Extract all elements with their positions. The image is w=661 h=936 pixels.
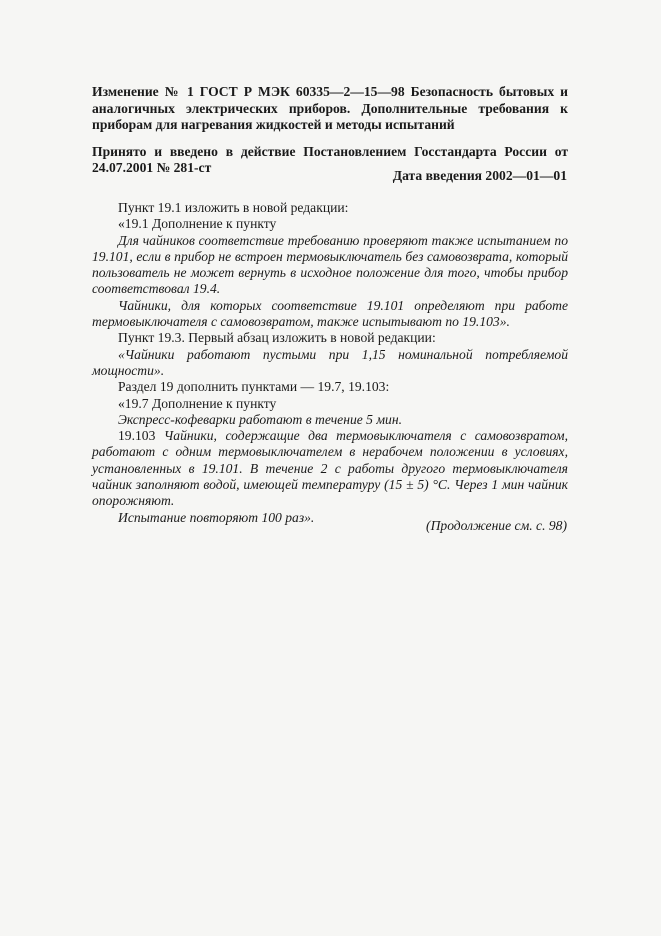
paragraph-repeat-test: Испытание повторяют 100 раз». xyxy=(118,509,315,525)
continuation-note: (Продолжение см. с. 98) xyxy=(426,518,567,533)
paragraph-19-103 xyxy=(92,428,568,509)
document-body xyxy=(92,200,568,526)
paragraph-section-19-add: Раздел 19 дополнить пунктами — 19.7, 19.103: xyxy=(118,379,390,395)
paragraph-19-1-heading: «19.1 Дополнение к пункту xyxy=(118,216,277,232)
paragraph-19-7-heading: «19.7 Дополнение к пункту xyxy=(118,395,277,411)
paragraph-19-3-intro: Пункт 19.3. Первый абзац изложить в новой редакции: xyxy=(118,330,436,346)
clause-19-103-text: Чайники, содержащие два термовыключателя с самовозвратом, работают с одним термовыключателем в нерабочем положении в условиях, установленных в 19.101. В течение 2 с работы другого термовыключателя чайник заполняют водой, имеющей температуру (15 ± 5) °С. Через 1 мин чайник опорожняют. xyxy=(92,428,568,509)
paragraph-kettle-test: Для чайников соответствие требованию проверяют также испытанием по 19.101, если в прибор не встроен термовыключатель без самовозврата, который пользователь не может вернуть в исходное положение для того, чтобы прибор соответствовал 19.4. xyxy=(92,232,568,297)
paragraph-19-1-intro: Пункт 19.1 изложить в новой редакции: xyxy=(118,200,349,215)
effective-date: Дата введения 2002—01—01 xyxy=(392,168,567,183)
adoption-statement: Принято и введено в действие Постановлением Госстандарта России от 24.07.2001 № 281-ст xyxy=(92,143,568,175)
paragraph-19-7-text: Экспресс-кофеварки работают в течение 5 мин. xyxy=(118,411,402,427)
paragraph-kettle-self-reset: Чайники, для которых соответствие 19.101 определяют при работе термовыключателя с самовозвратом, также испытывают по 19.103». xyxy=(92,297,568,330)
clause-number: 19.103 xyxy=(118,428,156,444)
document-header xyxy=(92,84,568,177)
paragraph-19-3-text: «Чайники работают пустыми при 1,15 номинальной потребляемой мощности». xyxy=(92,346,568,378)
amendment-title: Изменение № 1 ГОСТ Р МЭК 60335—2—15—98 Безопасность бытовых и аналогичных электрических приборов. Дополнительные требования к приборам для нагревания жидкостей и методы испытаний xyxy=(92,84,568,132)
